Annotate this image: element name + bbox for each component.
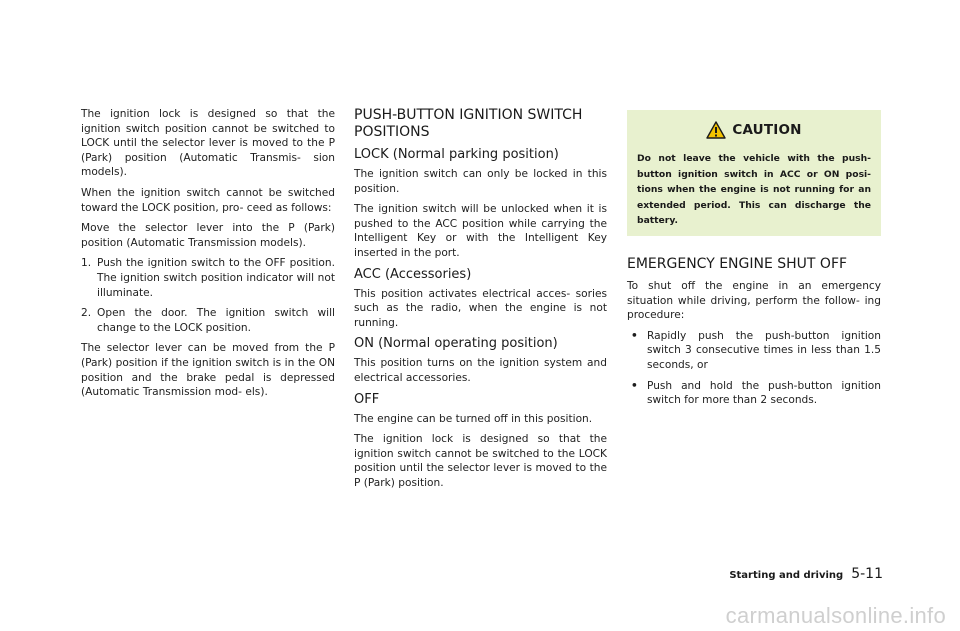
paragraph: This position activates electrical acces- sories such as the radio, when the engine is not running.: [354, 287, 607, 329]
paragraph: This position turns on the ignition system and electrical accessories.: [354, 357, 607, 384]
subsection-heading: ACC (Accessories): [354, 266, 472, 282]
step-text: Push the ignition switch to the OFF position. The ignition switch position indicator will not illuminate.: [97, 257, 335, 299]
warning-triangle-icon: [706, 121, 726, 139]
page-footer: [729, 566, 883, 582]
paragraph: The ignition switch can only be locked in this position.: [354, 168, 607, 195]
bullet-icon: •: [631, 379, 638, 392]
paragraph: To shut off the engine in an emergency situation while driving, perform the follow- ing procedure:: [627, 280, 881, 322]
paragraph: The selector lever can be moved from the P (Park) position if the ignition switch is in the ON position and the brake pedal is depressed (Automatic Transmission mod- els).: [81, 342, 335, 399]
watermark: [0, 598, 960, 631]
caution-box: [627, 110, 881, 236]
step-number: 2.: [81, 307, 92, 320]
watermark-text: carmanualsonline.info: [725, 603, 946, 628]
section-heading: EMERGENCY ENGINE SHUT OFF: [627, 256, 848, 272]
step-number: 1.: [81, 257, 92, 270]
paragraph: The ignition lock is designed so that the ignition switch cannot be switched to the LOCK position until the selector lever is moved to the P (Park) position.: [354, 433, 607, 489]
bullet-text: Rapidly push the push-button ignition switch 3 consecutive times in less than 1.5 seconds, or: [647, 329, 881, 371]
section-heading: PUSH-BUTTON IGNITION SWITCH POSITIONS: [354, 107, 583, 140]
page-number: 5-11: [851, 566, 883, 582]
bullet-icon: •: [631, 329, 638, 342]
column-left: [81, 107, 335, 406]
paragraph: The ignition lock is designed so that the ignition switch position cannot be switched to LOCK until the selector lever is moved to the P (Park) position (Automatic Transmis- sion models).: [81, 108, 335, 179]
numbered-step: [81, 306, 335, 335]
subsection-heading: LOCK (Normal parking position): [354, 147, 559, 162]
footer-section-title: Starting and driving: [729, 570, 844, 581]
column-middle: [354, 107, 607, 497]
caution-text: Do not leave the vehicle with the push- button ignition switch in ACC or ON posi- tions when the engine is not running for an extended period. This can discharge the battery.: [637, 153, 871, 226]
paragraph: The engine can be turned off in this position.: [354, 412, 593, 425]
paragraph: When the ignition switch cannot be switched toward the LOCK position, pro- ceed as follows:: [81, 186, 335, 214]
paragraph: The ignition switch will be unlocked when it is pushed to the ACC position while carrying the Intelligent Key or with the Intelligent Key inserted in the port.: [354, 203, 607, 259]
column-right: [627, 107, 881, 414]
step-text: Open the door. The ignition switch will change to the LOCK position.: [97, 307, 335, 334]
subsection-heading: ON (Normal operating position): [354, 336, 558, 352]
caution-header: [637, 121, 871, 139]
paragraph: Move the selector lever into the P (Park) position (Automatic Transmission models).: [81, 222, 335, 249]
numbered-step: [81, 256, 335, 300]
bullet-text: Push and hold the push-button ignition switch for more than 2 seconds.: [647, 379, 881, 407]
caution-title: CAUTION: [732, 122, 802, 138]
subsection-heading: OFF: [354, 391, 380, 407]
bullet-item: [627, 379, 881, 408]
bullet-item: [627, 329, 881, 373]
